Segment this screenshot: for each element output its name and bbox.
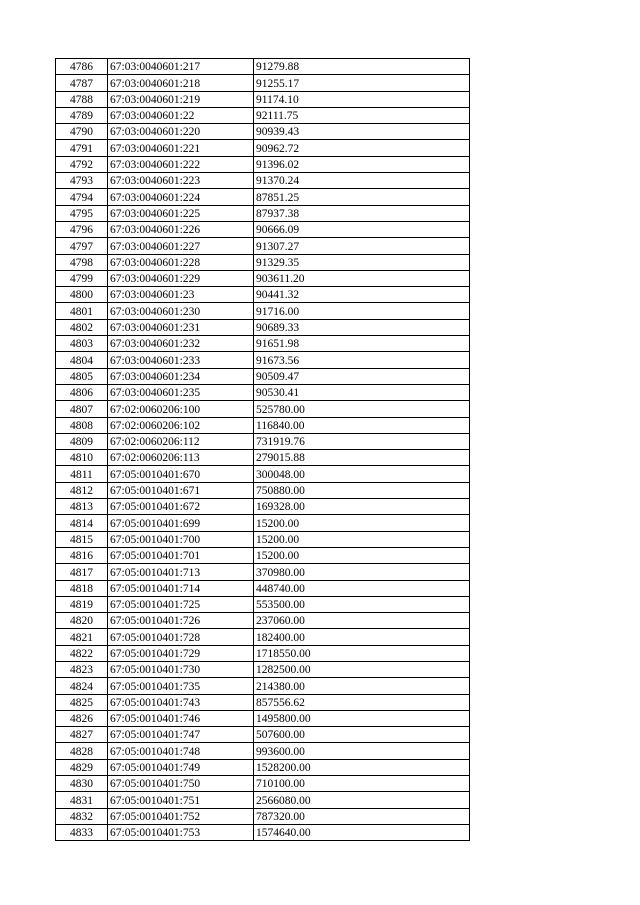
row-number-cell: 4816: [56, 547, 108, 563]
cadastral-number-cell: 67:03:0040601:217: [108, 59, 254, 75]
cadastral-number-cell: 67:05:0010401:714: [108, 580, 254, 596]
cadastral-number-cell: 67:05:0010401:735: [108, 678, 254, 694]
cadastral-number-cell: 67:03:0040601:218: [108, 75, 254, 91]
row-number-cell: 4821: [56, 629, 108, 645]
cadastral-number-cell: 67:05:0010401:730: [108, 661, 254, 677]
table-row: [56, 140, 470, 156]
value-cell: 370980.00: [254, 564, 470, 580]
table-row: [56, 433, 470, 449]
cadastral-number-cell: 67:05:0010401:753: [108, 824, 254, 840]
cadastral-number-cell: 67:03:0040601:220: [108, 124, 254, 140]
cadastral-number-cell: 67:05:0010401:750: [108, 776, 254, 792]
table-body: [56, 59, 470, 841]
row-number-cell: 4813: [56, 499, 108, 515]
value-cell: 92111.75: [254, 107, 470, 123]
cadastral-number-cell: 67:03:0040601:229: [108, 270, 254, 286]
row-number-cell: 4818: [56, 580, 108, 596]
value-cell: 87851.25: [254, 189, 470, 205]
table-row: [56, 189, 470, 205]
cadastral-value-table: [55, 58, 470, 841]
cadastral-number-cell: 67:03:0040601:224: [108, 189, 254, 205]
row-number-cell: 4803: [56, 336, 108, 352]
row-number-cell: 4810: [56, 450, 108, 466]
cadastral-number-cell: 67:03:0040601:231: [108, 319, 254, 335]
cadastral-number-cell: 67:05:0010401:725: [108, 596, 254, 612]
row-number-cell: 4814: [56, 515, 108, 531]
row-number-cell: 4804: [56, 352, 108, 368]
row-number-cell: 4815: [56, 531, 108, 547]
cadastral-number-cell: 67:02:0060206:113: [108, 450, 254, 466]
value-cell: 91255.17: [254, 75, 470, 91]
row-number-cell: 4817: [56, 564, 108, 580]
table-row: [56, 547, 470, 563]
value-cell: 214380.00: [254, 678, 470, 694]
row-number-cell: 4808: [56, 417, 108, 433]
table-row: [56, 629, 470, 645]
table-row: [56, 173, 470, 189]
value-cell: 1574640.00: [254, 824, 470, 840]
row-number-cell: 4833: [56, 824, 108, 840]
value-cell: 525780.00: [254, 401, 470, 417]
value-cell: 90689.33: [254, 319, 470, 335]
cadastral-number-cell: 67:05:0010401:751: [108, 792, 254, 808]
cadastral-number-cell: 67:03:0040601:222: [108, 156, 254, 172]
table-row: [56, 287, 470, 303]
table-row: [56, 808, 470, 824]
cadastral-number-cell: 67:03:0040601:219: [108, 91, 254, 107]
table-row: [56, 450, 470, 466]
row-number-cell: 4823: [56, 661, 108, 677]
table-row: [56, 613, 470, 629]
row-number-cell: 4790: [56, 124, 108, 140]
cadastral-number-cell: 67:05:0010401:713: [108, 564, 254, 580]
cadastral-number-cell: 67:02:0060206:100: [108, 401, 254, 417]
value-cell: 91370.24: [254, 173, 470, 189]
row-number-cell: 4799: [56, 270, 108, 286]
table-row: [56, 107, 470, 123]
table-row: [56, 254, 470, 270]
table-row: [56, 580, 470, 596]
cadastral-number-cell: 67:03:0040601:232: [108, 336, 254, 352]
value-cell: 91279.88: [254, 59, 470, 75]
row-number-cell: 4829: [56, 759, 108, 775]
cadastral-number-cell: 67:05:0010401:700: [108, 531, 254, 547]
table-row: [56, 531, 470, 547]
value-cell: 116840.00: [254, 417, 470, 433]
row-number-cell: 4809: [56, 433, 108, 449]
value-cell: 300048.00: [254, 466, 470, 482]
table-row: [56, 238, 470, 254]
value-cell: 1718550.00: [254, 645, 470, 661]
cadastral-number-cell: 67:03:0040601:22: [108, 107, 254, 123]
row-number-cell: 4795: [56, 205, 108, 221]
table-row: [56, 205, 470, 221]
value-cell: 15200.00: [254, 531, 470, 547]
cadastral-number-cell: 67:02:0060206:102: [108, 417, 254, 433]
table-row: [56, 303, 470, 319]
cadastral-number-cell: 67:05:0010401:670: [108, 466, 254, 482]
cadastral-number-cell: 67:03:0040601:227: [108, 238, 254, 254]
table-row: [56, 776, 470, 792]
cadastral-number-cell: 67:02:0060206:112: [108, 433, 254, 449]
table-row: [56, 515, 470, 531]
table-row: [56, 156, 470, 172]
row-number-cell: 4806: [56, 384, 108, 400]
value-cell: 1495800.00: [254, 710, 470, 726]
cadastral-number-cell: 67:03:0040601:225: [108, 205, 254, 221]
table-row: [56, 466, 470, 482]
value-cell: 91174.10: [254, 91, 470, 107]
row-number-cell: 4796: [56, 221, 108, 237]
cadastral-number-cell: 67:05:0010401:729: [108, 645, 254, 661]
cadastral-number-cell: 67:05:0010401:701: [108, 547, 254, 563]
table-row: [56, 564, 470, 580]
row-number-cell: 4820: [56, 613, 108, 629]
value-cell: 91396.02: [254, 156, 470, 172]
cadastral-number-cell: 67:05:0010401:749: [108, 759, 254, 775]
value-cell: 90441.32: [254, 287, 470, 303]
value-cell: 91307.27: [254, 238, 470, 254]
cadastral-number-cell: 67:05:0010401:747: [108, 727, 254, 743]
row-number-cell: 4792: [56, 156, 108, 172]
cadastral-number-cell: 67:05:0010401:671: [108, 482, 254, 498]
cadastral-number-cell: 67:03:0040601:228: [108, 254, 254, 270]
row-number-cell: 4828: [56, 743, 108, 759]
value-cell: 750880.00: [254, 482, 470, 498]
cadastral-number-cell: 67:05:0010401:699: [108, 515, 254, 531]
value-cell: 90509.47: [254, 368, 470, 384]
value-cell: 182400.00: [254, 629, 470, 645]
value-cell: 91651.98: [254, 336, 470, 352]
value-cell: 90530.41: [254, 384, 470, 400]
table-row: [56, 727, 470, 743]
cadastral-number-cell: 67:03:0040601:230: [108, 303, 254, 319]
row-number-cell: 4791: [56, 140, 108, 156]
row-number-cell: 4805: [56, 368, 108, 384]
row-number-cell: 4786: [56, 59, 108, 75]
table-row: [56, 743, 470, 759]
table-row: [56, 694, 470, 710]
cadastral-number-cell: 67:03:0040601:221: [108, 140, 254, 156]
row-number-cell: 4797: [56, 238, 108, 254]
table-row: [56, 499, 470, 515]
cadastral-number-cell: 67:05:0010401:672: [108, 499, 254, 515]
value-cell: 91716.00: [254, 303, 470, 319]
value-cell: 993600.00: [254, 743, 470, 759]
row-number-cell: 4827: [56, 727, 108, 743]
table-row: [56, 59, 470, 75]
value-cell: 1282500.00: [254, 661, 470, 677]
row-number-cell: 4802: [56, 319, 108, 335]
value-cell: 787320.00: [254, 808, 470, 824]
table-row: [56, 661, 470, 677]
row-number-cell: 4832: [56, 808, 108, 824]
row-number-cell: 4831: [56, 792, 108, 808]
value-cell: 237060.00: [254, 613, 470, 629]
table-row: [56, 401, 470, 417]
value-cell: 15200.00: [254, 515, 470, 531]
table-row: [56, 124, 470, 140]
table-row: [56, 710, 470, 726]
row-number-cell: 4789: [56, 107, 108, 123]
cadastral-number-cell: 67:05:0010401:752: [108, 808, 254, 824]
value-cell: 279015.88: [254, 450, 470, 466]
table-row: [56, 336, 470, 352]
table-row: [56, 645, 470, 661]
value-cell: 448740.00: [254, 580, 470, 596]
row-number-cell: 4800: [56, 287, 108, 303]
row-number-cell: 4798: [56, 254, 108, 270]
row-number-cell: 4830: [56, 776, 108, 792]
row-number-cell: 4801: [56, 303, 108, 319]
cadastral-number-cell: 67:03:0040601:235: [108, 384, 254, 400]
table-row: [56, 384, 470, 400]
value-cell: 731919.76: [254, 433, 470, 449]
value-cell: 710100.00: [254, 776, 470, 792]
table-row: [56, 352, 470, 368]
cadastral-number-cell: 67:03:0040601:234: [108, 368, 254, 384]
value-cell: 169328.00: [254, 499, 470, 515]
cadastral-number-cell: 67:03:0040601:226: [108, 221, 254, 237]
value-cell: 87937.38: [254, 205, 470, 221]
row-number-cell: 4826: [56, 710, 108, 726]
cadastral-number-cell: 67:03:0040601:233: [108, 352, 254, 368]
table-row: [56, 75, 470, 91]
value-cell: 91329.35: [254, 254, 470, 270]
value-cell: 903611.20: [254, 270, 470, 286]
table-row: [56, 482, 470, 498]
cadastral-number-cell: 67:03:0040601:223: [108, 173, 254, 189]
table-row: [56, 596, 470, 612]
table-row: [56, 759, 470, 775]
value-cell: 857556.62: [254, 694, 470, 710]
row-number-cell: 4787: [56, 75, 108, 91]
row-number-cell: 4794: [56, 189, 108, 205]
table-row: [56, 319, 470, 335]
value-cell: 2566080.00: [254, 792, 470, 808]
cadastral-number-cell: 67:05:0010401:746: [108, 710, 254, 726]
table-row: [56, 824, 470, 840]
row-number-cell: 4793: [56, 173, 108, 189]
value-cell: 15200.00: [254, 547, 470, 563]
row-number-cell: 4822: [56, 645, 108, 661]
value-cell: 90939.43: [254, 124, 470, 140]
table-row: [56, 270, 470, 286]
row-number-cell: 4807: [56, 401, 108, 417]
cadastral-number-cell: 67:03:0040601:23: [108, 287, 254, 303]
table-row: [56, 792, 470, 808]
table-row: [56, 678, 470, 694]
table-row: [56, 221, 470, 237]
table-row: [56, 417, 470, 433]
row-number-cell: 4788: [56, 91, 108, 107]
row-number-cell: 4812: [56, 482, 108, 498]
value-cell: 91673.56: [254, 352, 470, 368]
cadastral-number-cell: 67:05:0010401:743: [108, 694, 254, 710]
row-number-cell: 4824: [56, 678, 108, 694]
row-number-cell: 4811: [56, 466, 108, 482]
value-cell: 507600.00: [254, 727, 470, 743]
row-number-cell: 4825: [56, 694, 108, 710]
value-cell: 90666.09: [254, 221, 470, 237]
cadastral-number-cell: 67:05:0010401:748: [108, 743, 254, 759]
table-row: [56, 91, 470, 107]
table-row: [56, 368, 470, 384]
value-cell: 1528200.00: [254, 759, 470, 775]
cadastral-number-cell: 67:05:0010401:726: [108, 613, 254, 629]
cadastral-number-cell: 67:05:0010401:728: [108, 629, 254, 645]
value-cell: 90962.72: [254, 140, 470, 156]
value-cell: 553500.00: [254, 596, 470, 612]
row-number-cell: 4819: [56, 596, 108, 612]
